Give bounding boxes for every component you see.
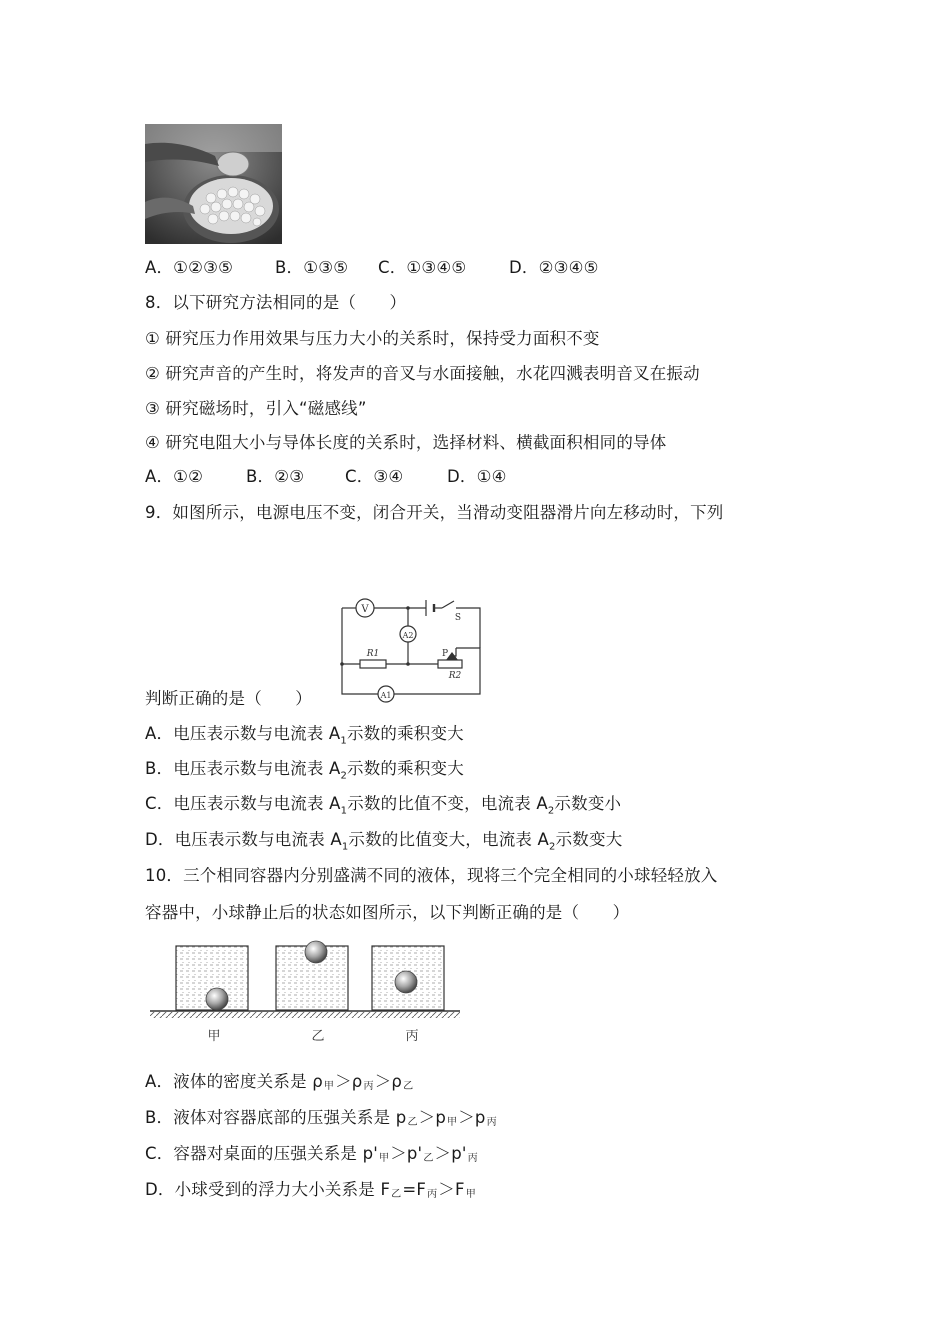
- q8-option-d[interactable]: D．①④: [447, 467, 507, 486]
- q8-item-2: ② 研究声音的产生时，将发声的音叉与水面接触，水花四溅表明音叉在振动: [145, 364, 700, 383]
- q8-item-4: ④ 研究电阻大小与导体长度的关系时，选择材料、横截面积相同的导体: [145, 433, 667, 452]
- q10-stem-cont: 容器中，小球静止后的状态如图所示，以下判断正确的是（ ）: [145, 903, 630, 922]
- ball-jia: [206, 988, 228, 1010]
- label-r2: R2: [448, 671, 462, 681]
- ball-bing: [395, 971, 417, 993]
- q9-stem: 9．如图所示，电源电压不变，闭合开关，当滑动变阻器滑片向左移动时，下列: [145, 503, 724, 522]
- circuit-wire: [394, 648, 480, 694]
- q10-option-d[interactable]: D．小球受到的浮力大小关系是 F乙=F丙＞F甲: [145, 1180, 476, 1200]
- label-v: V: [361, 604, 369, 615]
- label-jia: 甲: [207, 1029, 221, 1044]
- q8-option-b[interactable]: B．②③: [246, 467, 305, 486]
- label-s: S: [454, 613, 462, 623]
- resistor-r1: [360, 660, 386, 668]
- q10-stem: 10．三个相同容器内分别盛满不同的液体，现将三个完全相同的小球轻轻放入: [145, 866, 718, 885]
- q10-option-c[interactable]: C．容器对桌面的压强关系是 p'甲＞p'乙＞p'丙: [145, 1144, 478, 1164]
- q9-option-a[interactable]: A．电压表示数与电流表 $A_1$示数的乘积变大: [145, 724, 464, 747]
- switch-s: [442, 601, 454, 608]
- rheostat-r2: [438, 660, 462, 668]
- q8-item-1: ① 研究压力作用效果与压力大小的关系时，保持受力面积不变: [145, 329, 600, 348]
- ball-yi: [305, 941, 327, 963]
- label-a1: A1: [380, 691, 392, 700]
- q7-option-c[interactable]: C．①③④⑤: [378, 258, 467, 277]
- q9-option-b[interactable]: B．电压表示数与电流表 $A_2$示数的乘积变大: [145, 759, 464, 782]
- q8-stem: 8．以下研究方法相同的是（ ）: [145, 293, 407, 312]
- label-yi: 乙: [311, 1029, 325, 1044]
- q7-option-d[interactable]: D．②③④⑤: [509, 258, 599, 277]
- q7-option-a[interactable]: A．①②③⑤: [145, 258, 234, 277]
- q8-option-a[interactable]: A．①②: [145, 467, 204, 486]
- q9-option-d[interactable]: D．电压表示数与电流表 $A_1$示数的比值变大，电流表 $A_2$示数变大: [145, 830, 623, 853]
- containers-figure: [150, 938, 462, 1050]
- label-bing: 丙: [405, 1029, 419, 1044]
- label-r1: R1: [366, 649, 380, 659]
- label-a2: A2: [402, 631, 414, 640]
- q8-option-c[interactable]: C．③④: [345, 467, 404, 486]
- q9-stem-cont: 判断正确的是（ ）: [145, 689, 312, 708]
- table-hatching: [150, 1012, 460, 1018]
- q9-option-c[interactable]: C．电压表示数与电流表 $A_1$示数的比值不变，电流表 $A_2$示数变小: [145, 794, 622, 817]
- q7-option-b[interactable]: B．①③⑤: [275, 258, 349, 277]
- q10-option-a[interactable]: A．液体的密度关系是 ρ甲＞ρ丙＞ρ乙: [145, 1072, 414, 1092]
- circuit-diagram: [338, 596, 490, 706]
- q8-item-3: ③ 研究磁场时，引入“磁感线”: [145, 399, 367, 418]
- q8-options: [145, 465, 507, 489]
- label-p: P: [441, 649, 449, 659]
- q10-option-b[interactable]: B．液体对容器底部的压强关系是 p乙＞p甲＞p丙: [145, 1108, 497, 1128]
- q7-options: [145, 256, 599, 280]
- steamer-photo: [145, 124, 282, 244]
